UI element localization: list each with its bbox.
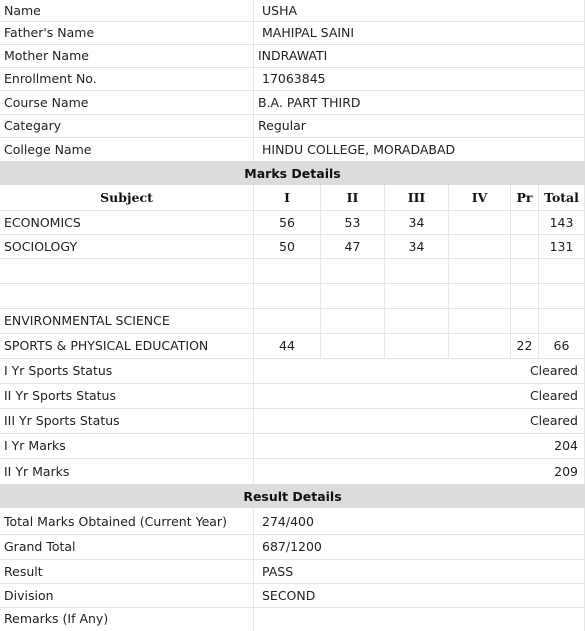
mark-cell: [449, 308, 511, 333]
father-label: Father's Name: [0, 21, 254, 44]
mark-cell: [511, 258, 539, 283]
col-iv: IV: [449, 185, 511, 210]
total-cell: [539, 308, 585, 333]
category-label: Categary: [0, 114, 254, 137]
result-value: PASS: [254, 559, 585, 583]
mark-cell: [511, 210, 539, 234]
enroll-value: 17063845: [254, 67, 585, 90]
result-row: [0, 559, 585, 583]
grand-total-label: Grand Total: [0, 534, 254, 559]
mark-cell: [321, 283, 385, 308]
status-value: Cleared: [254, 408, 585, 433]
mother-row: [0, 44, 585, 67]
total-cell: [539, 283, 585, 308]
total-cell: [539, 258, 585, 283]
total-cell: 131: [539, 234, 585, 258]
mark-cell: [511, 308, 539, 333]
name-label: Name: [0, 0, 254, 21]
result-row: [0, 583, 585, 607]
mother-value: INDRAWATI: [254, 44, 585, 67]
status-label: I Yr Sports Status: [0, 358, 254, 383]
table-row: [0, 210, 585, 234]
status-row: [0, 358, 585, 383]
col-ii: II: [321, 185, 385, 210]
mark-cell: [449, 333, 511, 358]
mark-cell: [254, 283, 321, 308]
remarks-label: Remarks (If Any): [0, 607, 254, 631]
status-value: 204: [254, 433, 585, 458]
total-marks-label: Total Marks Obtained (Current Year): [0, 508, 254, 534]
subject-cell: SPORTS & PHYSICAL EDUCATION: [0, 333, 254, 358]
grand-total-value: 687/1200: [254, 534, 585, 559]
result-details-title: Result Details: [0, 484, 585, 508]
mark-cell: [449, 210, 511, 234]
mark-cell: 22: [511, 333, 539, 358]
subject-cell: [0, 258, 254, 283]
table-row: [0, 283, 585, 308]
table-row: [0, 234, 585, 258]
status-label: II Yr Sports Status: [0, 383, 254, 408]
division-label: Division: [0, 583, 254, 607]
status-row: [0, 383, 585, 408]
name-value: USHA: [254, 0, 585, 21]
status-label: I Yr Marks: [0, 433, 254, 458]
father-value: MAHIPAL SAINI: [254, 21, 585, 44]
table-row: [0, 258, 585, 283]
result-row: [0, 508, 585, 534]
mark-cell: [385, 283, 449, 308]
mark-cell: [511, 283, 539, 308]
division-value: SECOND: [254, 583, 585, 607]
status-value: 209: [254, 458, 585, 484]
mark-cell: 34: [385, 234, 449, 258]
total-cell: 143: [539, 210, 585, 234]
mark-cell: [321, 258, 385, 283]
result-row: [0, 607, 585, 631]
status-row: [0, 433, 585, 458]
college-value: HINDU COLLEGE, MORADABAD: [254, 137, 585, 161]
mark-cell: [385, 258, 449, 283]
father-row: [0, 21, 585, 44]
mark-cell: 50: [254, 234, 321, 258]
status-label: III Yr Sports Status: [0, 408, 254, 433]
mark-cell: [449, 283, 511, 308]
mark-cell: 47: [321, 234, 385, 258]
course-label: Course Name: [0, 90, 254, 114]
status-row: [0, 408, 585, 433]
mark-cell: 44: [254, 333, 321, 358]
col-pr: Pr: [511, 185, 539, 210]
col-subject: Subject: [0, 185, 254, 210]
mark-cell: [449, 234, 511, 258]
col-total: Total: [539, 185, 585, 210]
mark-cell: 56: [254, 210, 321, 234]
mark-cell: [321, 308, 385, 333]
total-cell: 66: [539, 333, 585, 358]
subject-cell: [0, 283, 254, 308]
category-value: Regular: [254, 114, 585, 137]
college-label: College Name: [0, 137, 254, 161]
mark-cell: [385, 308, 449, 333]
mark-cell: [385, 333, 449, 358]
col-i: I: [254, 185, 321, 210]
total-marks-value: 274/400: [254, 508, 585, 534]
course-row: [0, 90, 585, 114]
mark-cell: [321, 333, 385, 358]
status-label: II Yr Marks: [0, 458, 254, 484]
status-value: Cleared: [254, 358, 585, 383]
name-row: [0, 0, 585, 21]
status-row: [0, 458, 585, 484]
table-row: [0, 308, 585, 333]
table-row: [0, 333, 585, 358]
marks-details-title: Marks Details: [0, 161, 585, 185]
subject-cell: ENVIRONMENTAL SCIENCE: [0, 308, 254, 333]
result-row: [0, 534, 585, 559]
category-row: [0, 114, 585, 137]
enroll-label: Enrollment No.: [0, 67, 254, 90]
remarks-value: [254, 607, 585, 631]
result-label: Result: [0, 559, 254, 583]
mark-cell: 53: [321, 210, 385, 234]
mark-cell: [254, 258, 321, 283]
course-value: B.A. PART THIRD: [254, 90, 585, 114]
subject-cell: ECONOMICS: [0, 210, 254, 234]
mark-cell: 34: [385, 210, 449, 234]
marks-header-row: [0, 185, 585, 210]
mother-label: Mother Name: [0, 44, 254, 67]
col-iii: III: [385, 185, 449, 210]
status-value: Cleared: [254, 383, 585, 408]
enroll-row: [0, 67, 585, 90]
mark-cell: [254, 308, 321, 333]
college-row: [0, 137, 585, 161]
mark-cell: [449, 258, 511, 283]
subject-cell: SOCIOLOGY: [0, 234, 254, 258]
mark-cell: [511, 234, 539, 258]
